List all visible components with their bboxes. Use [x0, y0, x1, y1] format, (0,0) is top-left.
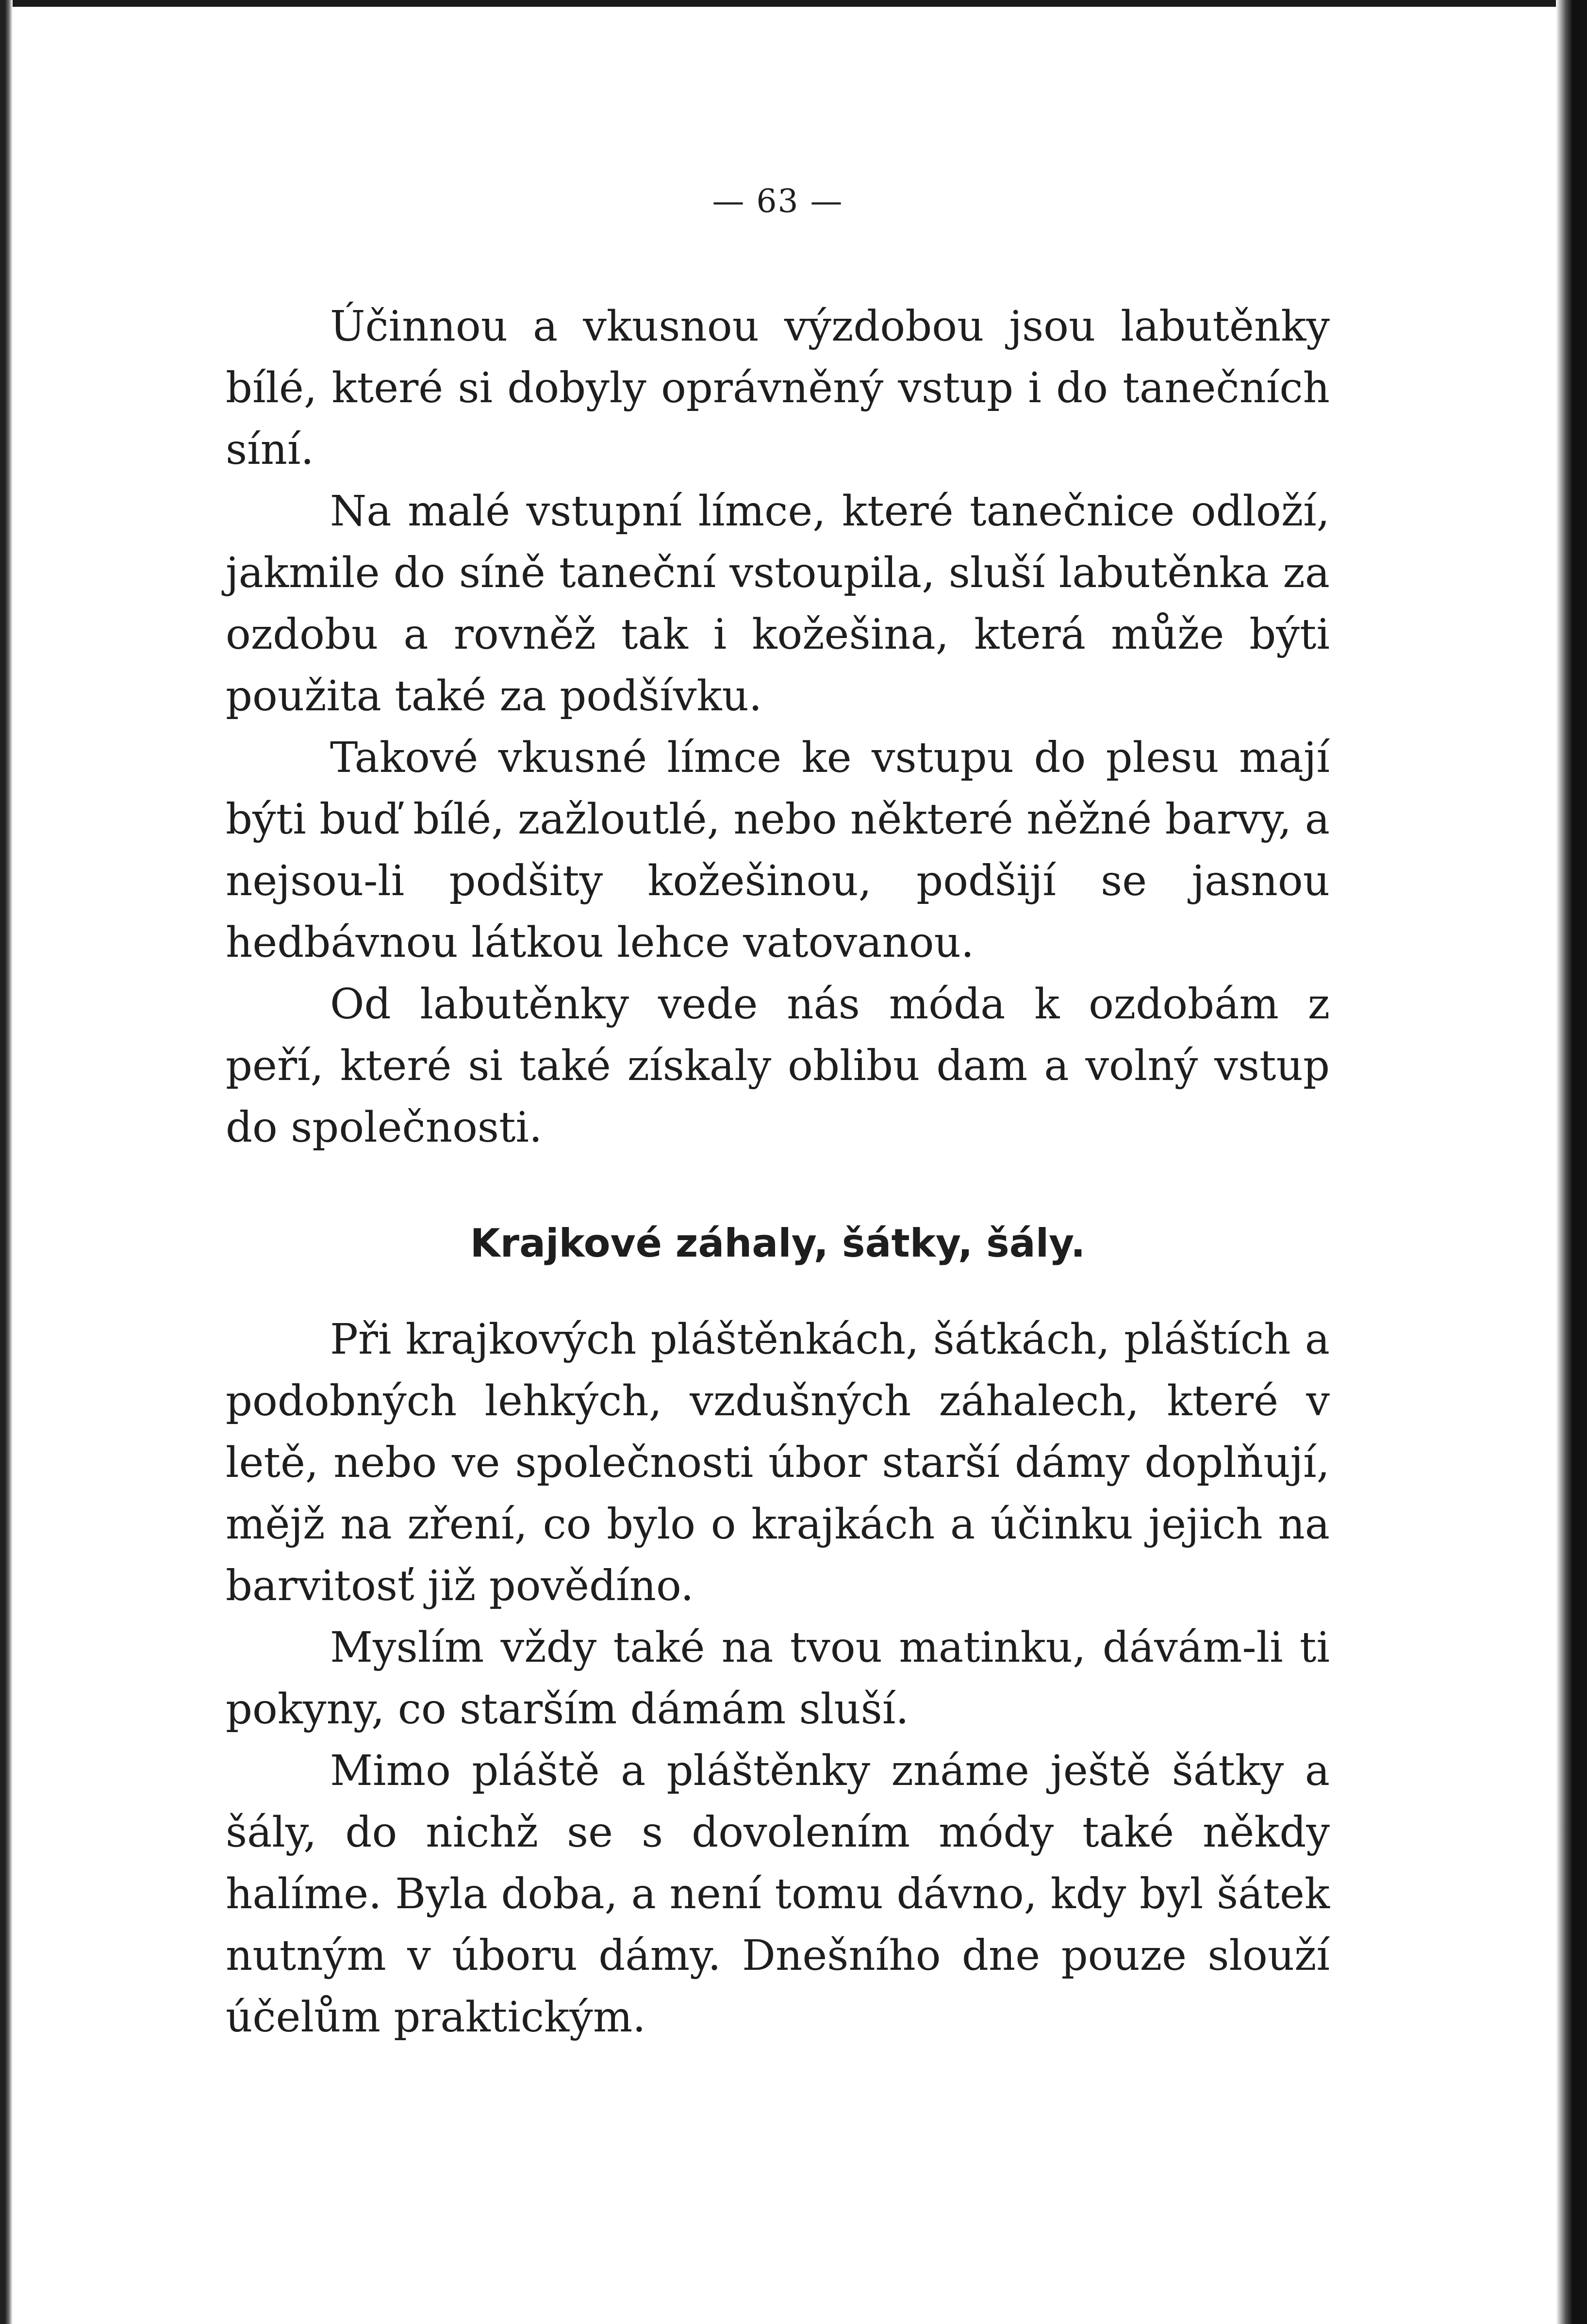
book-page — [226, 180, 1330, 2048]
paragraph-intro-1: Účinnou a vkusnou výzdobou jsou labutěnky bílé, které si dobyly oprávněný vstup i do tanečních síní. — [226, 302, 1330, 474]
paragraph-intro-4: Od labutěnky vede nás móda k ozdobám z peří, které si také získaly oblibu dam a volný vstup do společnosti. — [226, 980, 1330, 1152]
paragraph-body-1: Při krajkových pláštěnkách, šátkách, pláštích a podobných lehkých, vzdušných záhalech, které v letě, nebo ve společnosti úbor starší dámy doplňují, mějž na zření, co bylo o krajkách a účinku jejich na barvitosť již povědíno. — [226, 1315, 1330, 1610]
scan-edge-left — [0, 0, 13, 2324]
section-heading: Krajkové záhaly, šátky, šály. — [470, 1221, 1086, 1266]
paragraph-intro-3: Takové vkusné límce ke vstupu do plesu mají býti buď bílé, zažloutlé, nebo některé něžné barvy, a nejsou-li podšity kožešinou, podšijí se jasnou hedbávnou látkou lehce vatovanou. — [226, 734, 1330, 967]
page-number: — 63 — — [712, 182, 843, 220]
paragraph-intro-2: Na malé vstupní límce, které tanečnice odloží, jakmile do síně taneční vstoupila, sluší labutěnka za ozdobu a rovněž tak i kožešina, která může býti použita také za podšívku. — [226, 487, 1330, 720]
paragraph-body-3: Mimo pláště a pláštěnky známe ještě šátky a šály, do nichž se s dovolením módy také někdy halíme. Byla doba, a není tomu dávno, kdy byl šátek nutným v úboru dámy. Dnešního dne pouze slouží účelům praktickým. — [226, 1747, 1330, 2042]
scan-edge-right — [1556, 0, 1587, 2324]
scan-edge-top — [0, 0, 1587, 7]
paragraph-body-2: Myslím vždy také na tvou matinku, dávám-li ti pokyny, co starším dámám sluší. — [226, 1623, 1330, 1734]
